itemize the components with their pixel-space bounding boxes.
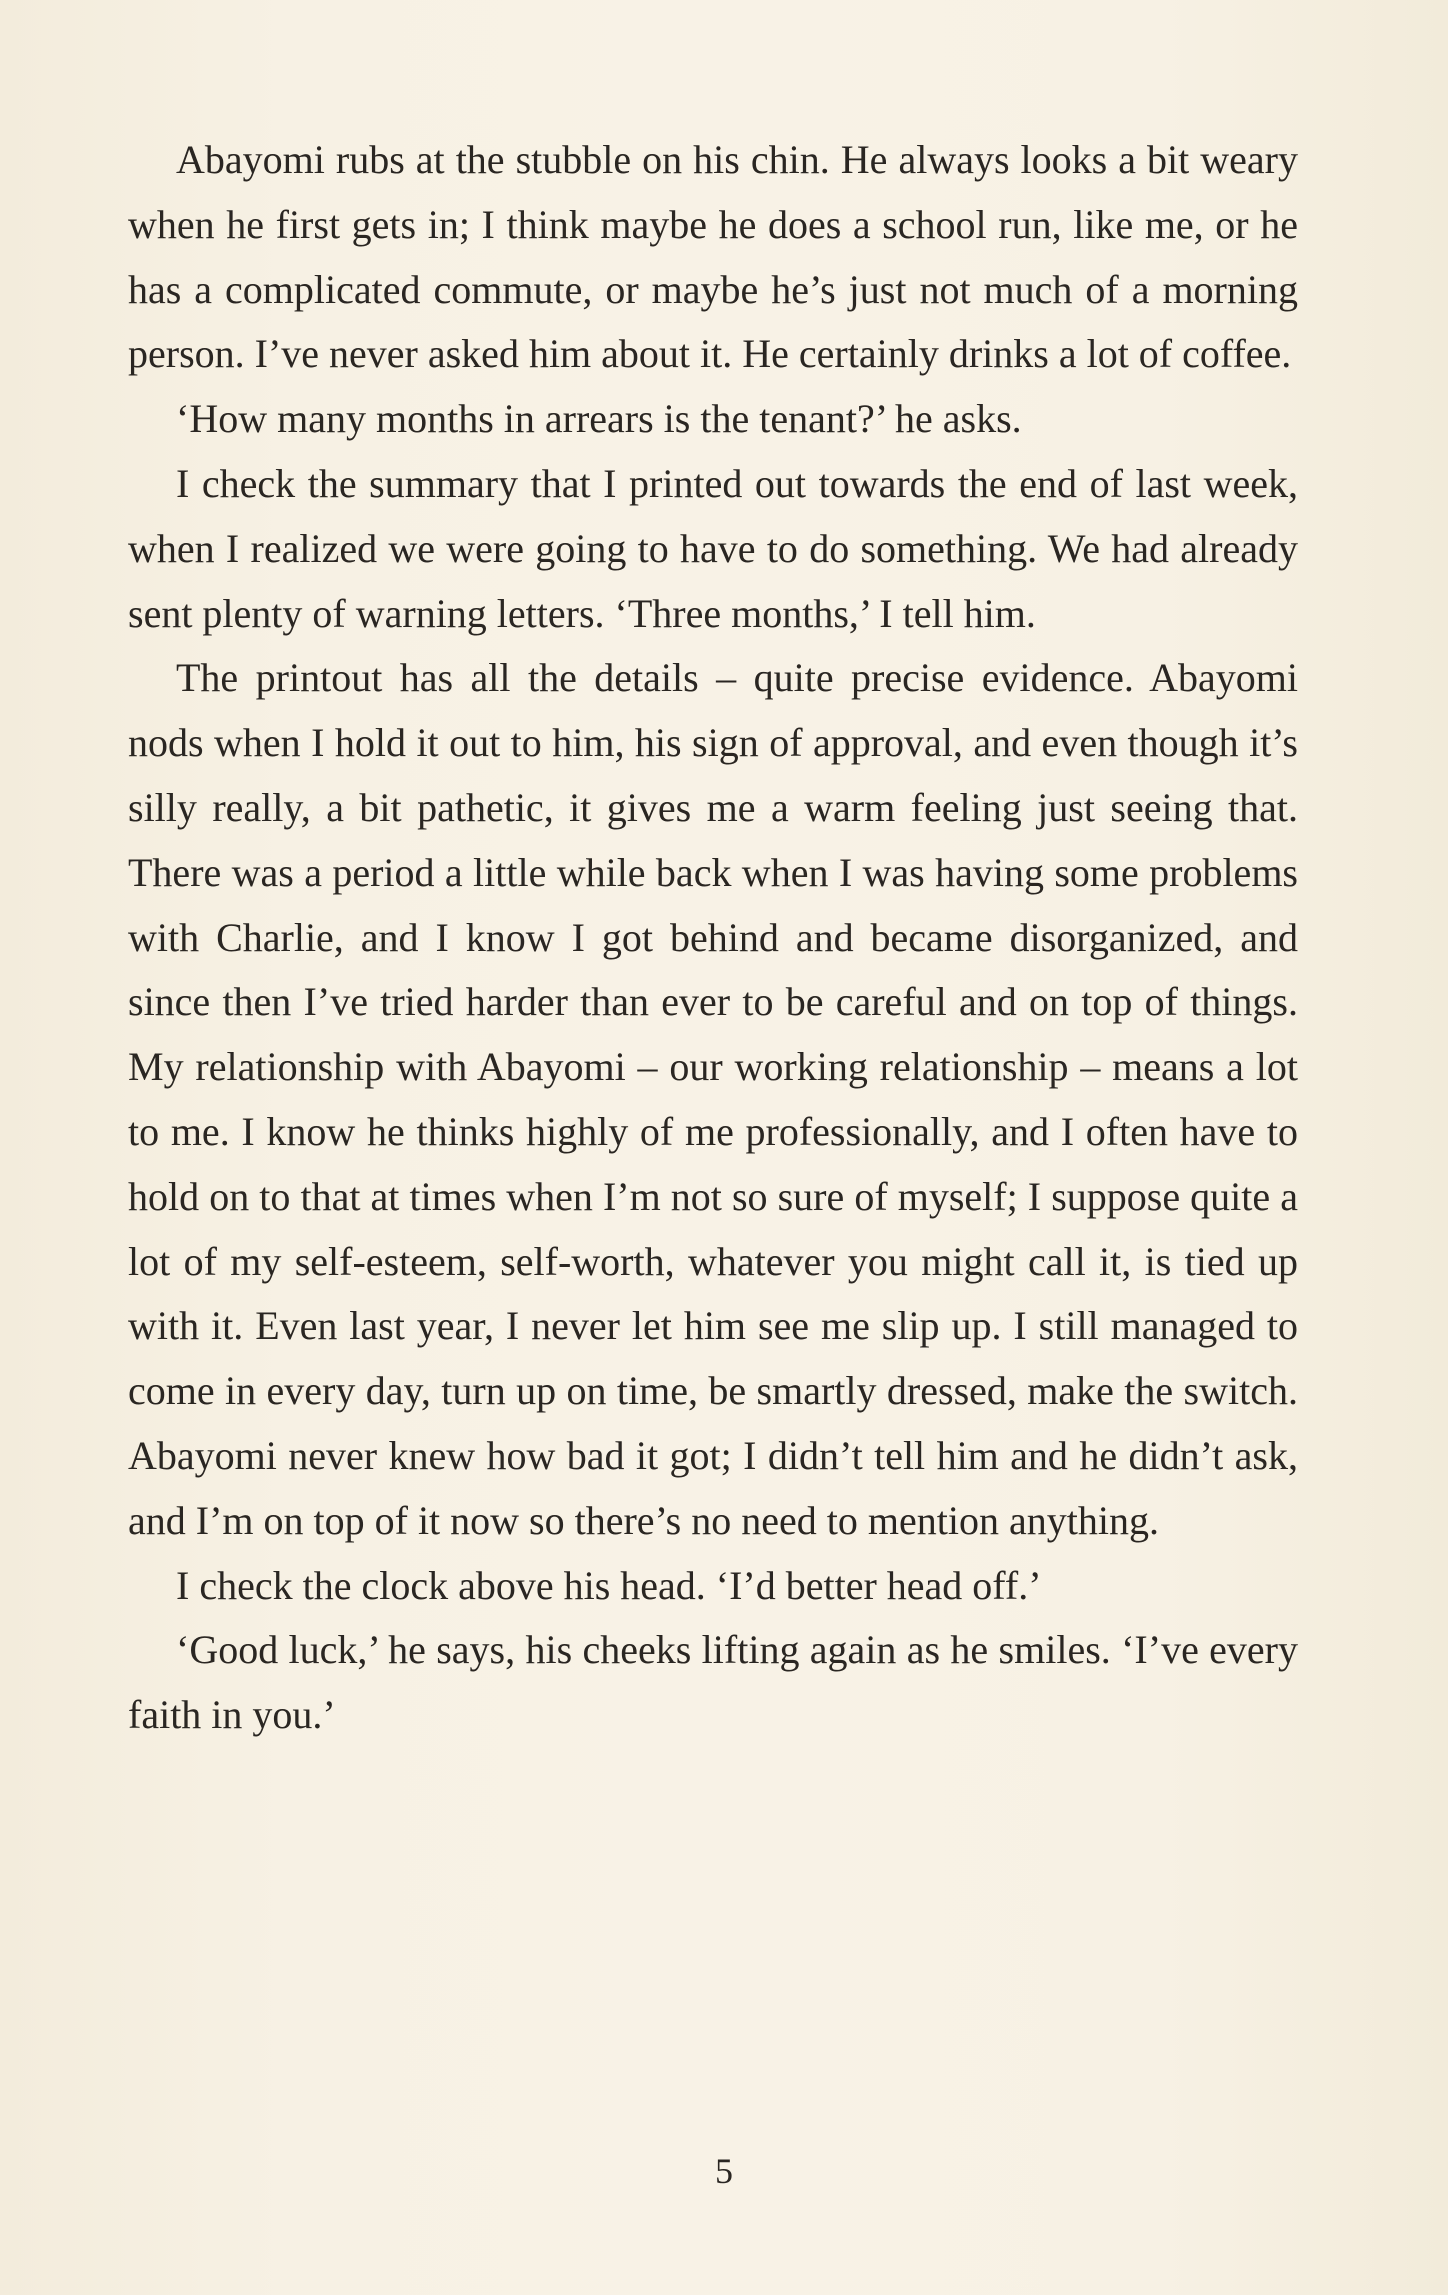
paragraph-4: The printout has all the details – quite precise evidence. Abayomi nods when I hold it out to him, his sign of approval, and even though it’s silly really, a bit pathetic, it gives me a warm feeling just seeing that. There was a period a little while back when I was having some problems with Charlie, and I know I got behind and became disorganized, and since then I’ve tried harder than ever to be careful and on top of things. My relationship with Abayomi – our working relationship – means a lot to me. I know he thinks highly of me professionally, and I often have to hold on to that at times when I’m not so sure of myself; I suppose quite a lot of my self-esteem, self-worth, whatever you might call it, is tied up with it. Even last year, I never let him see me slip up. I still managed to come in every day, turn up on time, be smartly dressed, make the switch. Abayomi never knew how bad it got; I didn’t tell him and he didn’t ask, and I’m on top of it now so there’s no need to mention anything. bbox=[128, 655, 1298, 1543]
page-number: 5 bbox=[715, 2151, 733, 2191]
body-text bbox=[128, 128, 1298, 1748]
paragraph-3: I check the summary that I printed out towards the end of last week, when I realized we were going to have to do something. We had already sent plenty of warning letters. ‘Three months,’ I tell him. bbox=[128, 460, 1298, 636]
paragraph-1: Abayomi rubs at the stubble on his chin. He always looks a bit weary when he first gets in; I think maybe he does a school run, like me, or he has a complicated commute, or maybe he’s just not much of a morning person. I’ve never asked him about it. He certainly drinks a lot of coffee. bbox=[128, 137, 1298, 377]
paragraph-6: ‘Good luck,’ he says, his cheeks lifting again as he smiles. ‘I’ve every faith in you.’ bbox=[128, 1627, 1298, 1738]
paragraph-2: ‘How many months in arrears is the tenant?’ he asks. bbox=[176, 396, 1022, 442]
paragraph-5: I check the clock above his head. ‘I’d better head off.’ bbox=[176, 1562, 1042, 1608]
